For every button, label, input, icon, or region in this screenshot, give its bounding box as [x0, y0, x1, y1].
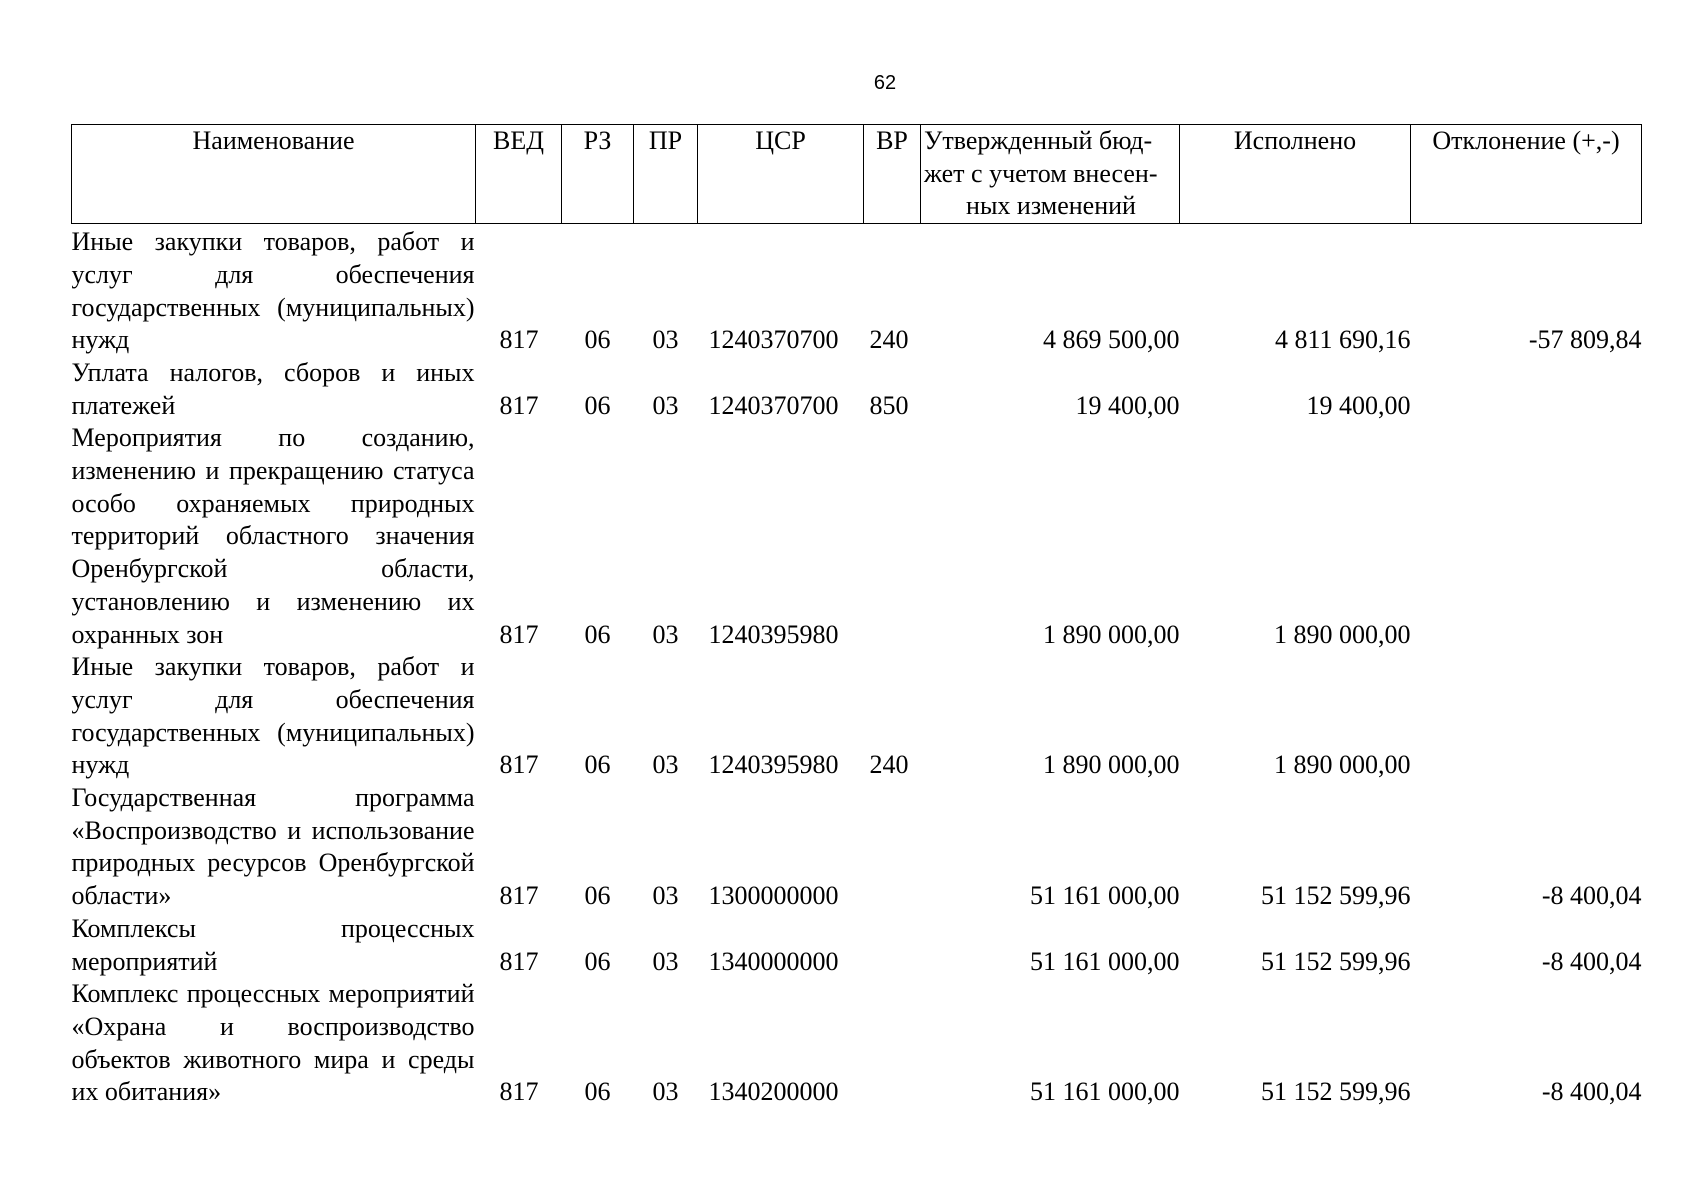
header-name: Наименование — [72, 125, 476, 224]
row-ved: 817 — [499, 946, 539, 976]
budget-table — [71, 124, 1642, 1109]
row-name: Иные закупки товаров, работ и услуг для обеспечения государственных (муниципальных) нужд — [71, 652, 475, 780]
row-deviation — [1411, 357, 1642, 422]
table-row — [72, 782, 1642, 913]
header-executed: Исполнено — [1180, 125, 1411, 224]
header-approved-budget — [921, 125, 1180, 224]
row-rz: 06 — [584, 619, 611, 649]
row-ved: 817 — [499, 1077, 539, 1107]
row-pr: 03 — [652, 1077, 679, 1107]
header-rz: РЗ — [562, 125, 634, 224]
row-csr: 1300000000 — [708, 881, 839, 911]
row-rz: 06 — [584, 1077, 611, 1107]
row-executed: 51 152 599,96 — [1261, 1077, 1411, 1107]
row-executed: 1 890 000,00 — [1274, 750, 1411, 780]
row-deviation — [1411, 651, 1642, 782]
row-approved: 1 890 000,00 — [1043, 619, 1180, 649]
row-name: Комплексы процессных мероприятий — [71, 913, 475, 976]
row-approved: 1 890 000,00 — [1043, 750, 1180, 780]
row-ved: 817 — [499, 750, 539, 780]
row-rz: 06 — [584, 750, 611, 780]
row-pr: 03 — [652, 750, 679, 780]
header-ved: ВЕД — [476, 125, 562, 224]
row-vr: 850 — [869, 390, 909, 420]
row-ved: 817 — [499, 619, 539, 649]
row-vr — [864, 913, 921, 978]
row-csr: 1240370700 — [708, 325, 839, 355]
row-rz: 06 — [584, 881, 611, 911]
row-vr — [864, 978, 921, 1109]
row-executed: 1 890 000,00 — [1274, 619, 1411, 649]
table-row — [72, 357, 1642, 422]
table-row — [72, 224, 1642, 357]
row-pr: 03 — [652, 325, 679, 355]
row-name: Государственная программа «Воспроизводство и использование природных ресурсов Оренбургской области» — [71, 783, 475, 911]
table-header — [72, 125, 1642, 224]
row-deviation: -8 400,04 — [1541, 881, 1642, 911]
row-name: Уплата налогов, сборов и иных платежей — [71, 357, 475, 420]
row-ved: 817 — [499, 390, 539, 420]
row-rz: 06 — [584, 390, 611, 420]
row-executed: 51 152 599,96 — [1261, 946, 1411, 976]
table-body — [72, 224, 1642, 1109]
row-executed: 4 811 690,16 — [1274, 325, 1411, 355]
row-executed: 19 400,00 — [1306, 390, 1411, 420]
row-csr: 1340200000 — [708, 1077, 839, 1107]
row-approved: 4 869 500,00 — [1043, 325, 1180, 355]
row-csr: 1240395980 — [708, 750, 839, 780]
row-deviation: -8 400,04 — [1541, 1077, 1642, 1107]
row-pr: 03 — [652, 881, 679, 911]
table-row — [72, 978, 1642, 1109]
header-approved-line-2: жет с учетом внесен- — [924, 158, 1158, 188]
row-deviation: -8 400,04 — [1541, 946, 1642, 976]
table-row — [72, 651, 1642, 782]
row-pr: 03 — [652, 946, 679, 976]
row-vr — [864, 422, 921, 651]
page-number: 62 — [873, 72, 897, 94]
row-pr: 03 — [652, 619, 679, 649]
row-deviation: -57 809,84 — [1528, 325, 1642, 355]
row-approved: 19 400,00 — [1075, 390, 1180, 420]
row-deviation — [1411, 422, 1642, 651]
row-rz: 06 — [584, 325, 611, 355]
row-ved: 817 — [499, 881, 539, 911]
row-vr — [864, 782, 921, 913]
row-name: Комплекс процессных мероприятий «Охрана и воспроизводство объектов животного мира и среды их обитания» — [71, 979, 475, 1107]
row-pr: 03 — [652, 390, 679, 420]
header-approved-line-3: ных изменений — [966, 191, 1136, 221]
row-approved: 51 161 000,00 — [1030, 881, 1180, 911]
header-pr: ПР — [634, 125, 698, 224]
row-ved: 817 — [499, 325, 539, 355]
row-vr: 240 — [869, 325, 909, 355]
row-name: Мероприятия по созданию, изменению и прекращению статуса особо охраняемых природных территорий областного значения Оренбургской области, установлению и изменению их охранных зон — [71, 423, 475, 649]
row-vr: 240 — [869, 750, 909, 780]
row-approved: 51 161 000,00 — [1030, 946, 1180, 976]
header-deviation: Отклонение (+,-) — [1411, 125, 1642, 224]
row-csr: 1340000000 — [708, 946, 839, 976]
row-csr: 1240395980 — [708, 619, 839, 649]
row-approved: 51 161 000,00 — [1030, 1077, 1180, 1107]
table-row — [72, 913, 1642, 978]
header-csr: ЦСР — [698, 125, 864, 224]
header-approved-line-1: Утвержденный бюд- — [924, 126, 1153, 155]
row-executed: 51 152 599,96 — [1261, 881, 1411, 911]
row-csr: 1240370700 — [708, 390, 839, 420]
row-name: Иные закупки товаров, работ и услуг для обеспечения государственных (муниципальных) нужд — [71, 227, 475, 355]
row-rz: 06 — [584, 946, 611, 976]
table-row — [72, 422, 1642, 651]
header-vr: ВР — [864, 125, 921, 224]
